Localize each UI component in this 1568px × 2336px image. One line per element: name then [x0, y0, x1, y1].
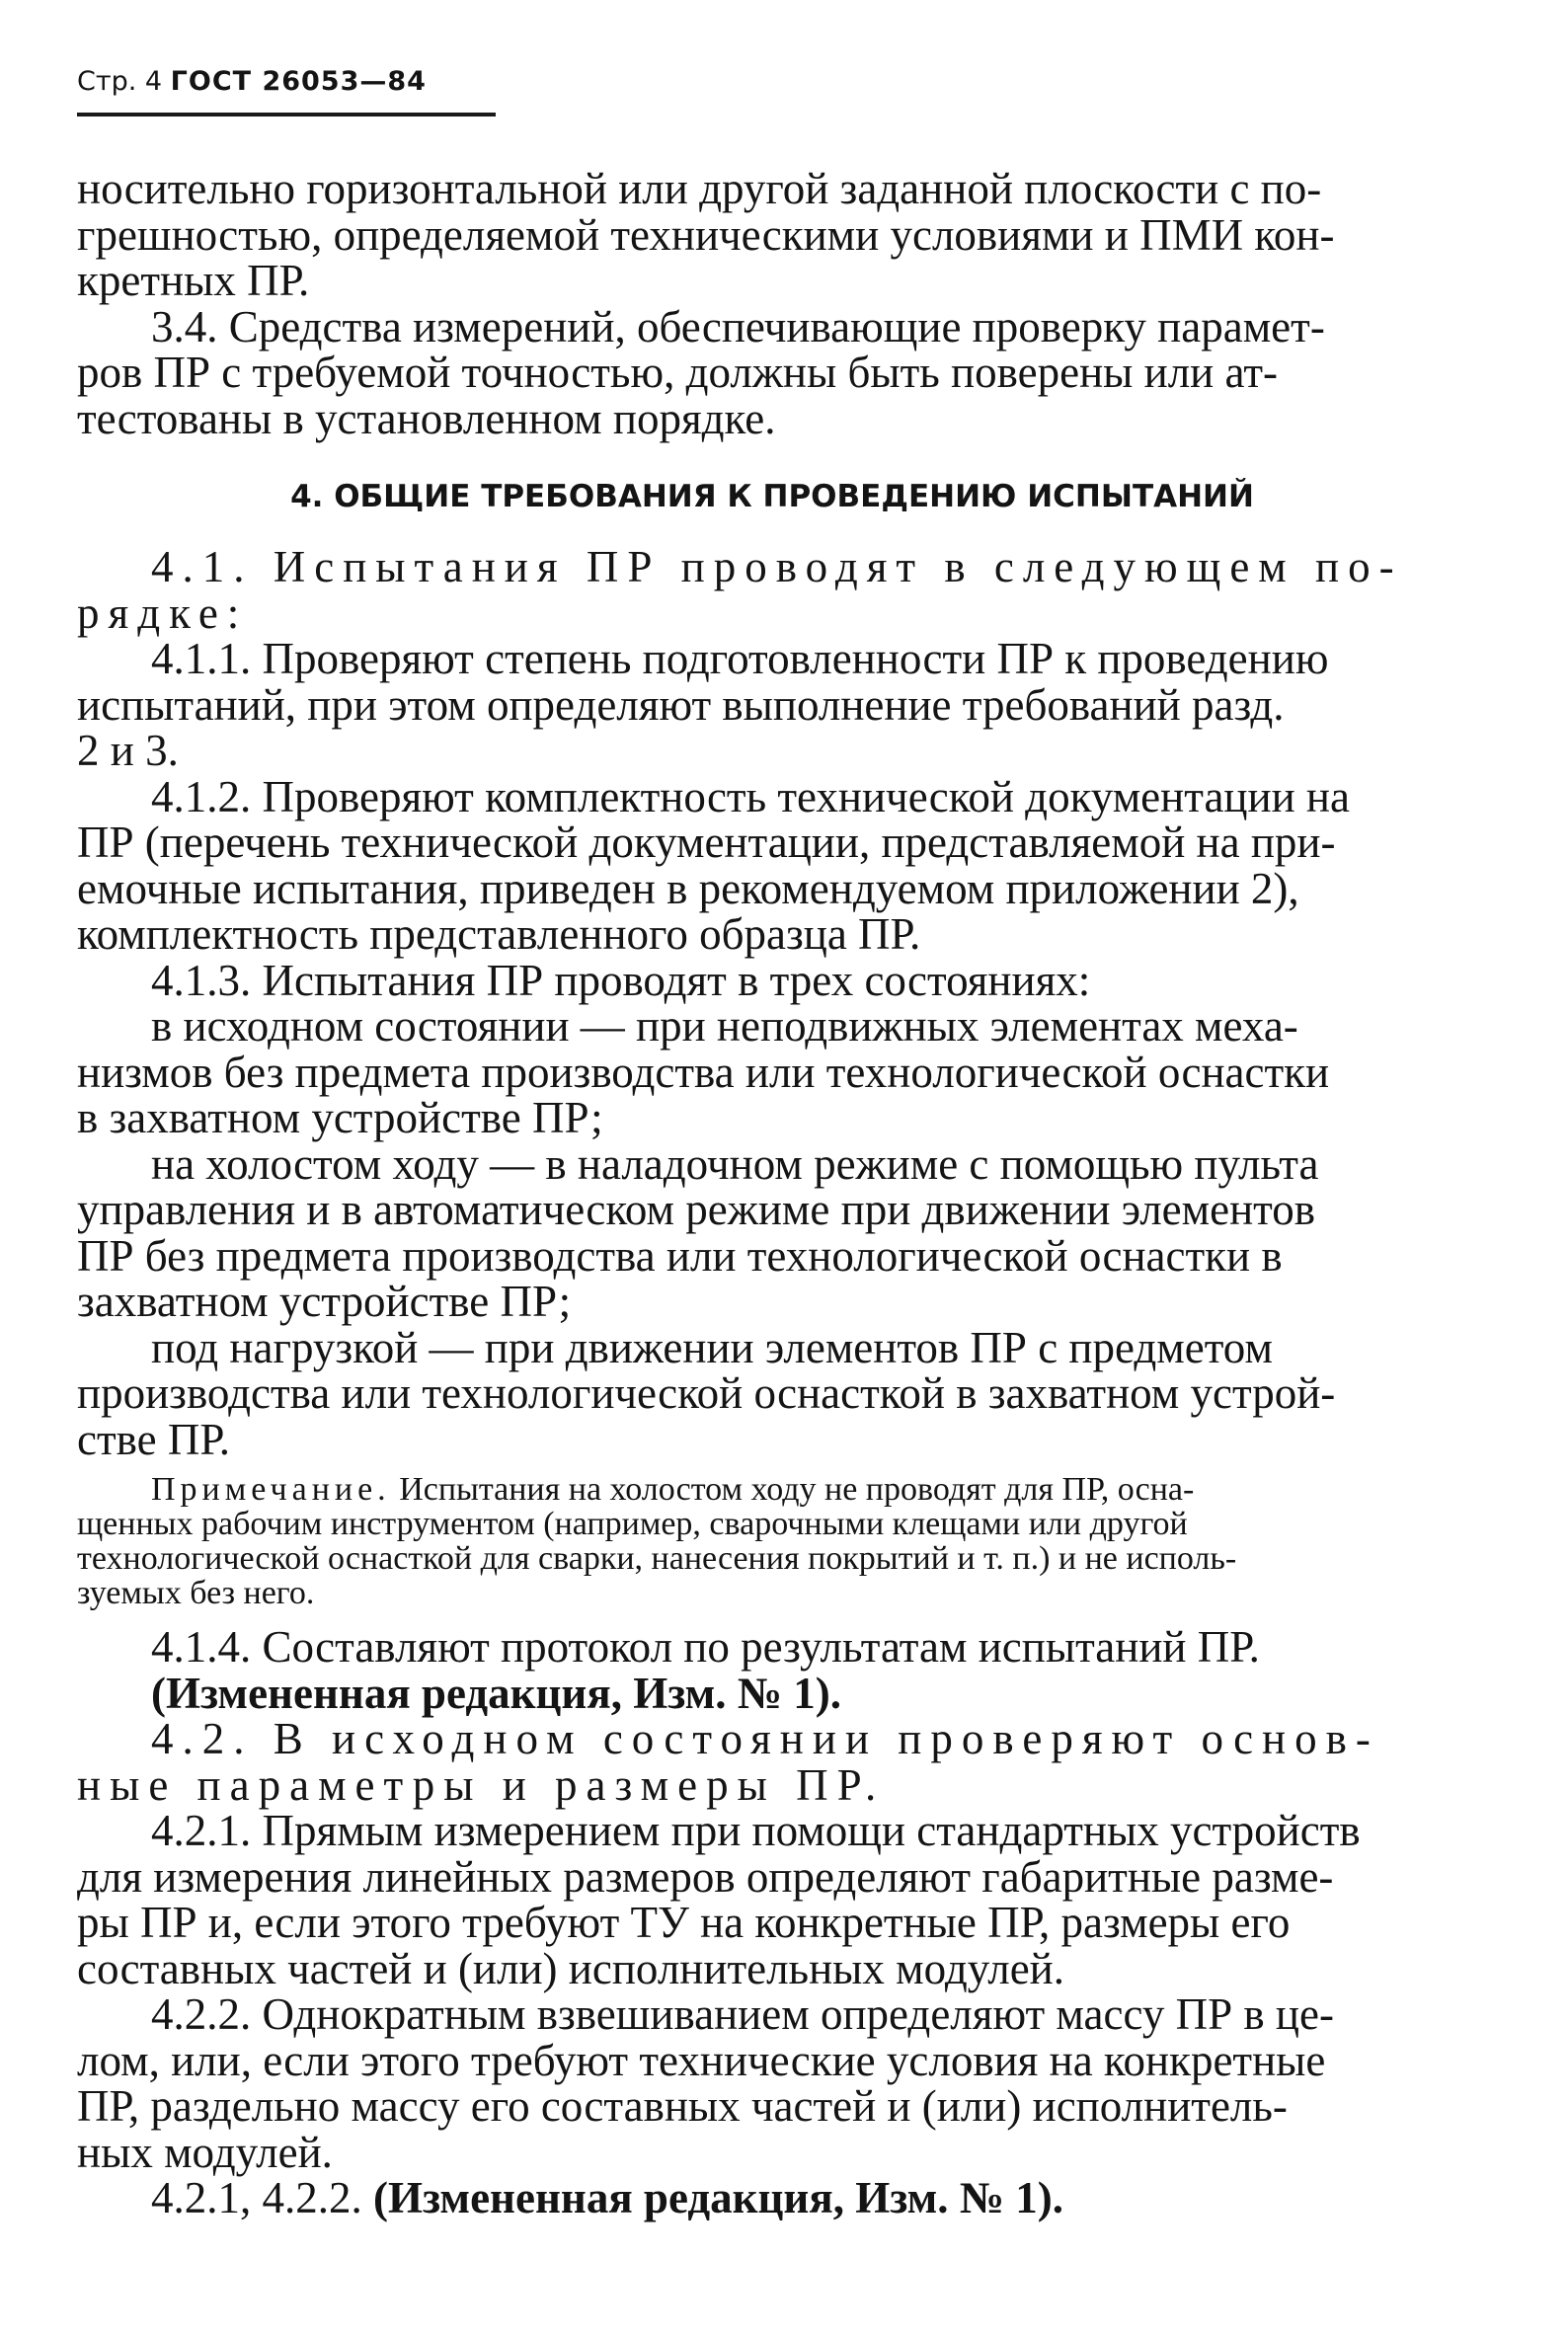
state-initial: в исходном состоянии — при неподвижных элементах меха- низмов без предмета производства или технологической оснастки в захватном устройстве ПР;	[77, 1001, 1330, 1142]
page-body	[77, 166, 1467, 2221]
amendment-text: (Измененная редакция, Изм. № 1).	[373, 2173, 1064, 2222]
document-code: ГОСТ 26053—84	[170, 66, 427, 97]
note-label: Примечание.	[151, 1471, 391, 1508]
clause-4-2-2: 4.2.2. Однократным взвешиванием определяют массу ПР в це- лом, или, если этого требуют технические условия на конкретные ПР, раздельно массу его составных частей и (или) исполнитель- ных модулей.	[77, 1989, 1334, 2177]
amendment-note-2	[77, 2175, 1467, 2221]
paragraph-continued: носительно горизонтальной или другой заданной плоскости с по- грешностью, определяемой техническими условиями и ПМИ кон- кретных ПР.	[77, 164, 1335, 305]
clause-4-1-3: 4.1.3. Испытания ПР проводят в трех состояниях:	[151, 955, 1091, 1005]
clause-4-2-1: 4.2.1. Прямым измерением при помощи стандартных устройств для измерения линейных размеров определяют габаритные разме- ры ПР и, если этого требуют ТУ на конкретные ПР, размеры его составных частей и (или) исполнительных модулей.	[77, 1806, 1361, 1993]
clause-4-1: 4.1. Испытания ПР проводят в следующем по- рядке:	[77, 542, 1403, 638]
header-rule	[77, 113, 496, 117]
clause-4-1-2: 4.1.2. Проверяют комплектность технической документации на ПР (перечень технической документации, представляемой на при- емочные испытания, приведен в рекомендуемом приложении 2), комплектность представленного образца ПР.	[77, 771, 1350, 959]
clause-4-1-4: 4.1.4. Составляют протокол по результатам испытаний ПР.	[151, 1622, 1260, 1672]
amendment-ref: 4.2.1, 4.2.2.	[151, 2173, 373, 2222]
clause-4-1-1: 4.1.1. Проверяют степень подготовленности ПР к проведению испытаний, при этом определяют выполнение требований разд. 2 и 3.	[77, 634, 1329, 775]
page-number: Стр. 4	[77, 66, 163, 97]
section-heading-4: 4. ОБЩИЕ ТРЕБОВАНИЯ К ПРОВЕДЕНИЮ ИСПЫТАНИЙ	[290, 479, 1254, 514]
note	[77, 1472, 1467, 1610]
amendment-note-1: (Измененная редакция, Изм. № 1).	[151, 1668, 842, 1718]
state-idle: на холостом ходу — в наладочном режиме с помощью пульта управления и в автоматическом режиме при движении элементов ПР без предмета производства или технологической оснастки в захватном устройстве ПР;	[77, 1138, 1319, 1326]
clause-3-4: 3.4. Средства измерений, обеспечивающие проверку парамет- ров ПР с требуемой точностью, должны быть поверены или ат- тестованы в установленном порядке.	[77, 301, 1325, 443]
state-load: под нагрузкой — при движении элементов ПР с предметом производства или технологической оснасткой в захватном устрой- стве ПР.	[77, 1322, 1336, 1464]
note-text: Испытания на холостом ходу не проводят для ПР, осна- щенных рабочим инструментом (например, сварочными клещами или другой технологической оснасткой для сварки, нанесения покрытий и т. п.) и не исполь- зуемых без него.	[77, 1471, 1237, 1611]
clause-4-2: 4.2. В исходном состоянии проверяют основ- ные параметры и размеры ПР.	[77, 1714, 1379, 1810]
page-header	[77, 65, 496, 99]
